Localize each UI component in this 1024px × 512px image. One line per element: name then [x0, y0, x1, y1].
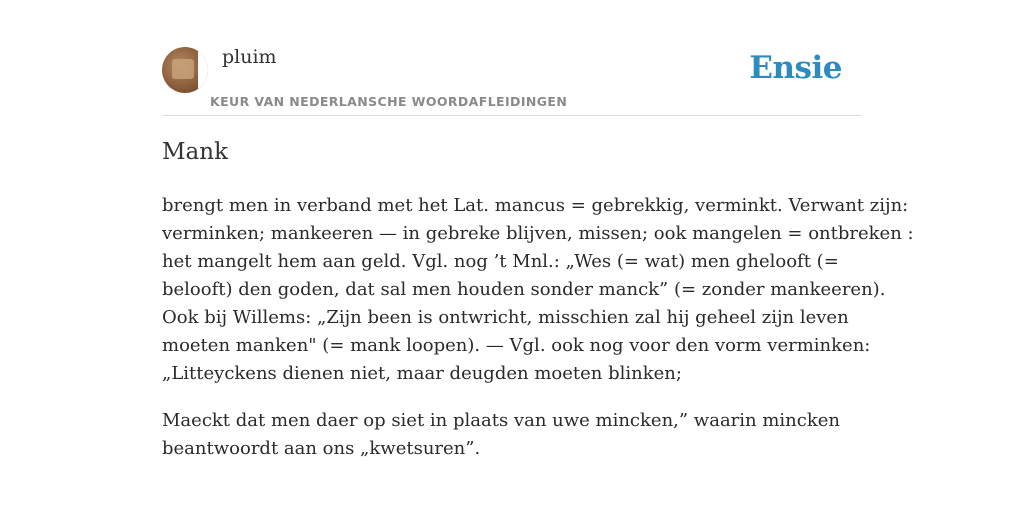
author-link[interactable]: pluim: [222, 46, 277, 68]
text-line: Ook bij Willems: „Zijn been is ontwricht, misschien zal hij geheel zijn leven: [162, 307, 849, 328]
entry-content: [162, 192, 914, 482]
brand-logo[interactable]: Ensie: [749, 50, 842, 86]
avatar-image: [172, 59, 194, 79]
text-line: verminken; mankeeren — in gebreke blijven, missen; ook mangelen = ontbreken :: [162, 223, 914, 244]
text-line: belooft) den goden, dat sal men houden sonder manck” (= zonder mankeeren).: [162, 279, 886, 300]
text-line: „Litteyckens dienen niet, maar deugden moeten blinken;: [162, 363, 682, 384]
paragraph: [162, 192, 914, 388]
text-line: beantwoordt aan ons „kwetsuren”.: [162, 438, 481, 459]
entry-title: Mank: [162, 139, 229, 165]
text-line: moeten manken" (= mank loopen). — Vgl. ook nog voor den vorm verminken:: [162, 335, 871, 356]
source-label[interactable]: KEUR VAN NEDERLANSCHE WOORDAFLEIDINGEN: [210, 94, 568, 109]
text-line: Maeckt dat men daer op siet in plaats van uwe mincken,” waarin mincken: [162, 410, 841, 431]
author-avatar[interactable]: [162, 47, 208, 93]
text-line: brengt men in verband met het Lat. mancus = gebrekkig, verminkt. Verwant zijn:: [162, 195, 909, 216]
paragraph: [162, 407, 862, 463]
text-line: het mangelt hem aan geld. Vgl. nog ’t Mnl.: „Wes (= wat) men ghelooft (=: [162, 251, 839, 272]
entry-header: [162, 40, 862, 116]
